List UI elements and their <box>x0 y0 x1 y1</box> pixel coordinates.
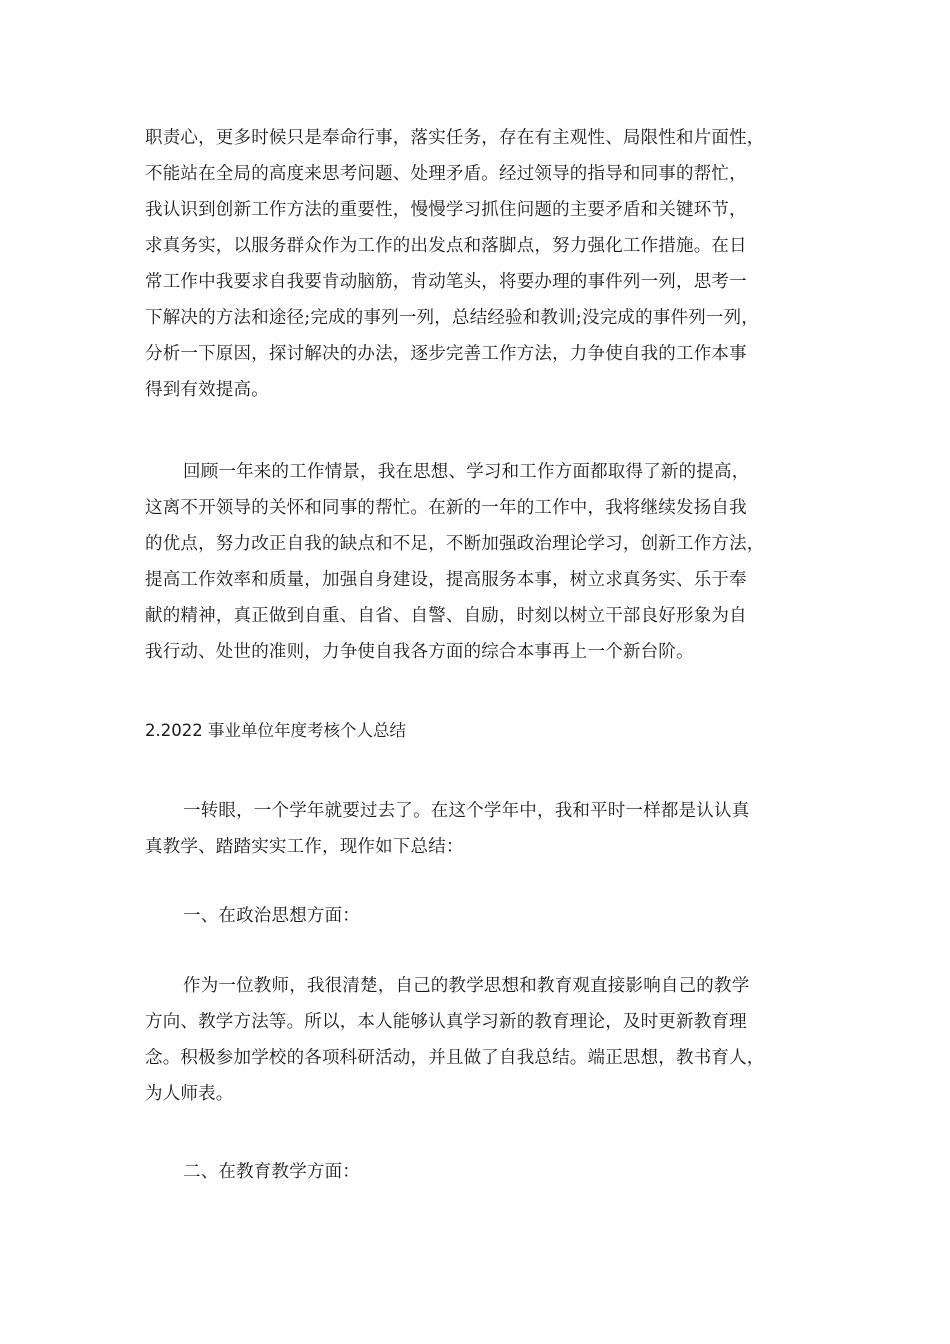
paragraph-1-line-7: 分析一下原因，探讨解决的办法，逐步完善工作方法，力争使自我的工作本事 <box>145 344 747 364</box>
section-title: 2.2022 事业单位年度考核个人总结 <box>145 721 406 740</box>
paragraph-4-line-2: 方向、教学方法等。所以，本人能够认真学习新的教育理论，及时更新教育理 <box>145 1012 747 1032</box>
paragraph-1-line-5: 常工作中我要求自我要肯动脑筋，肯动笔头，将要办理的事件列一列，思考一 <box>145 272 747 292</box>
paragraph-2-line-2: 这离不开领导的关怀和同事的帮忙。在新的一年的工作中，我将继续发扬自我 <box>145 498 747 518</box>
paragraph-4-line-3: 念。积极参加学校的各项科研活动，并且做了自我总结。端正思想，教书育人， <box>145 1048 765 1068</box>
paragraph-3-line-1: 一转眼，一个学年就要过去了。在这个学年中，我和平时一样都是认认真 <box>183 801 750 821</box>
paragraph-1-line-8: 得到有效提高。 <box>145 380 269 400</box>
paragraph-2-line-3: 的优点，努力改正自我的缺点和不足，不断加强政治理论学习，创新工作方法， <box>145 534 765 554</box>
paragraph-1-line-3: 我认识到创新工作方法的重要性，慢慢学习抓住问题的主要矛盾和关键环节， <box>145 200 747 220</box>
paragraph-2-line-5: 献的精神，真正做到自重、自省、自警、自励，时刻以树立干部良好形象为自 <box>145 606 747 626</box>
paragraph-4-line-4: 为人师表。 <box>145 1084 234 1104</box>
paragraph-2-line-4: 提高工作效率和质量，加强自身建设，提高服务本事，树立求真务实、乐于奉 <box>145 570 747 590</box>
paragraph-3-line-2: 真教学、踏踏实实工作，现作如下总结： <box>145 837 464 857</box>
subheading-political: 一、在政治思想方面： <box>183 906 360 926</box>
paragraph-1-line-6: 下解决的方法和途径;完成的事列一列，总结经验和教训;没完成的事件列一列， <box>145 308 759 328</box>
paragraph-1-line-1: 职责心，更多时候只是奉命行事，落实任务，存在有主观性、局限性和片面性， <box>145 128 765 148</box>
subheading-teaching: 二、在教育教学方面： <box>183 1162 360 1182</box>
paragraph-4-line-1: 作为一位教师，我很清楚，自己的教学思想和教育观直接影响自己的教学 <box>183 976 750 996</box>
paragraph-2-line-6: 我行动、处世的准则，力争使自我各方面的综合本事再上一个新台阶。 <box>145 642 694 662</box>
paragraph-1-line-2: 不能站在全局的高度来思考问题、处理矛盾。经过领导的指导和同事的帮忙， <box>145 164 747 184</box>
paragraph-1-line-4: 求真务实，以服务群众作为工作的出发点和落脚点，努力强化工作措施。在日 <box>145 236 747 256</box>
paragraph-2-line-1: 回顾一年来的工作情景，我在思想、学习和工作方面都取得了新的提高， <box>183 462 750 482</box>
